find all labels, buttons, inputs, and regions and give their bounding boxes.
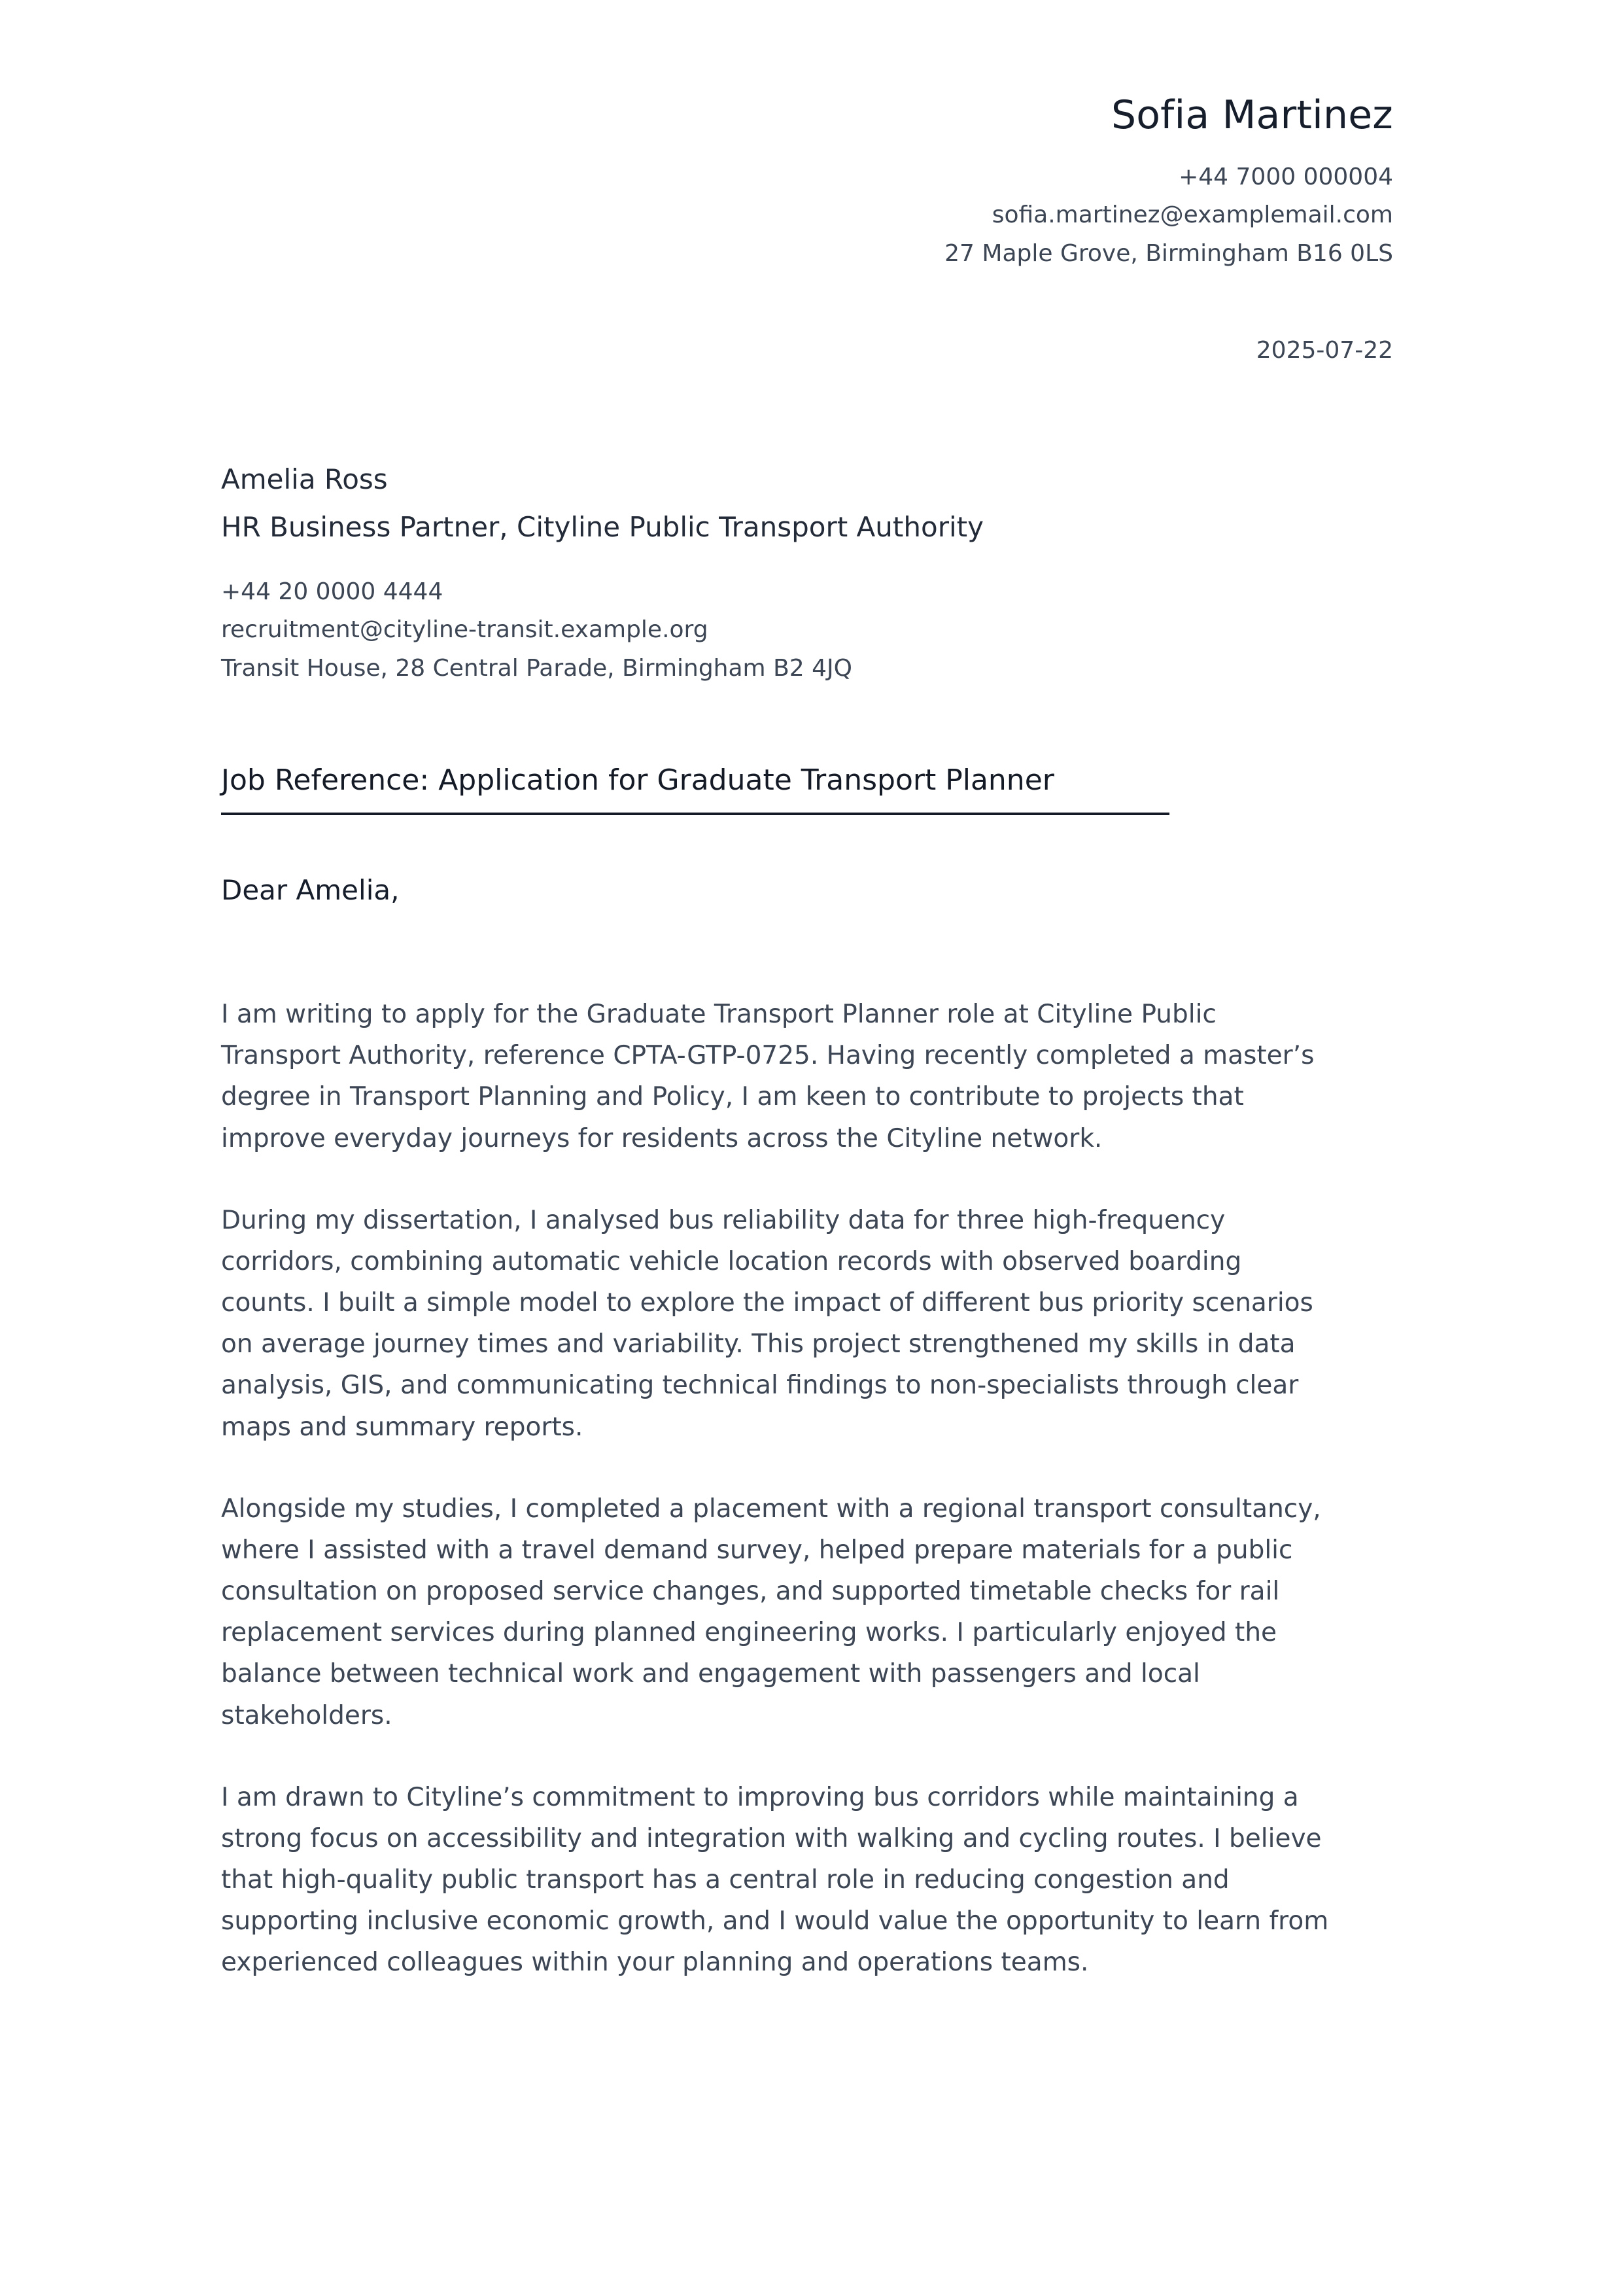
letter-body bbox=[221, 994, 1393, 1984]
recipient-name: Amelia Ross bbox=[221, 463, 388, 495]
sender-name: Sofia Martinez bbox=[1111, 92, 1393, 138]
salutation: Dear Amelia, bbox=[221, 874, 400, 907]
sender-header bbox=[221, 0, 1393, 273]
letter-date: 2025-07-22 bbox=[1256, 336, 1393, 364]
body-paragraph: During my dissertation, I analysed bus reliability data for three high-frequency corridors, combining automatic vehicle location records with observed boarding counts. I built a simple model to explore the impact of different bus priority scenarios on average journey times and variability. This project strengthened my skills in data analysis, GIS, and communicating technical findings to non-specialists through clear maps and summary reports. bbox=[221, 1205, 1313, 1442]
recipient-phone: +44 20 0000 4444 bbox=[221, 578, 443, 605]
letter-content-column bbox=[221, 0, 1393, 1984]
subject-block bbox=[221, 761, 1169, 815]
recipient-block bbox=[221, 458, 1393, 688]
sender-phone: +44 7000 000004 bbox=[1179, 164, 1393, 190]
recipient-contact-block bbox=[221, 573, 1393, 688]
recipient-address: Transit House, 28 Central Parade, Birmingham B2 4JQ bbox=[221, 654, 852, 682]
subject-line: Job Reference: Application for Graduate Transport Planner bbox=[221, 763, 1054, 797]
body-paragraph: Alongside my studies, I completed a placement with a regional transport consultancy, where I assisted with a travel demand survey, helped prepare materials for a public consultation on proposed service changes, and supported timetable checks for rail replacement services during planned engineering works. I particularly enjoyed the balance between technical work and engagement with passengers and local stakeholders. bbox=[221, 1494, 1321, 1730]
body-paragraph: I am writing to apply for the Graduate Transport Planner role at Cityline Public Transport Authority, reference CPTA-GTP-0725. Having recently completed a master’s degree in Transport Planning and Policy, I am keen to contribute to projects that improve everyday journeys for residents across the Cityline network. bbox=[221, 1000, 1315, 1153]
body-paragraph: I am drawn to Cityline’s commitment to improving bus corridors while maintaining a strong focus on accessibility and integration with walking and cycling routes. I believe that high-quality public transport has a central role in reducing congestion and supporting inclusive economic growth, and I would value the opportunity to learn from experienced colleagues within your planning and operations teams. bbox=[221, 1782, 1329, 1978]
recipient-email: recruitment@cityline-transit.example.org bbox=[221, 616, 708, 644]
recipient-title: HR Business Partner, Cityline Public Transport Authority bbox=[221, 510, 984, 543]
sender-email: sofia.martinez@examplemail.com bbox=[992, 201, 1393, 229]
sender-address: 27 Maple Grove, Birmingham B16 0LS bbox=[944, 239, 1393, 267]
subject-divider bbox=[221, 813, 1169, 815]
